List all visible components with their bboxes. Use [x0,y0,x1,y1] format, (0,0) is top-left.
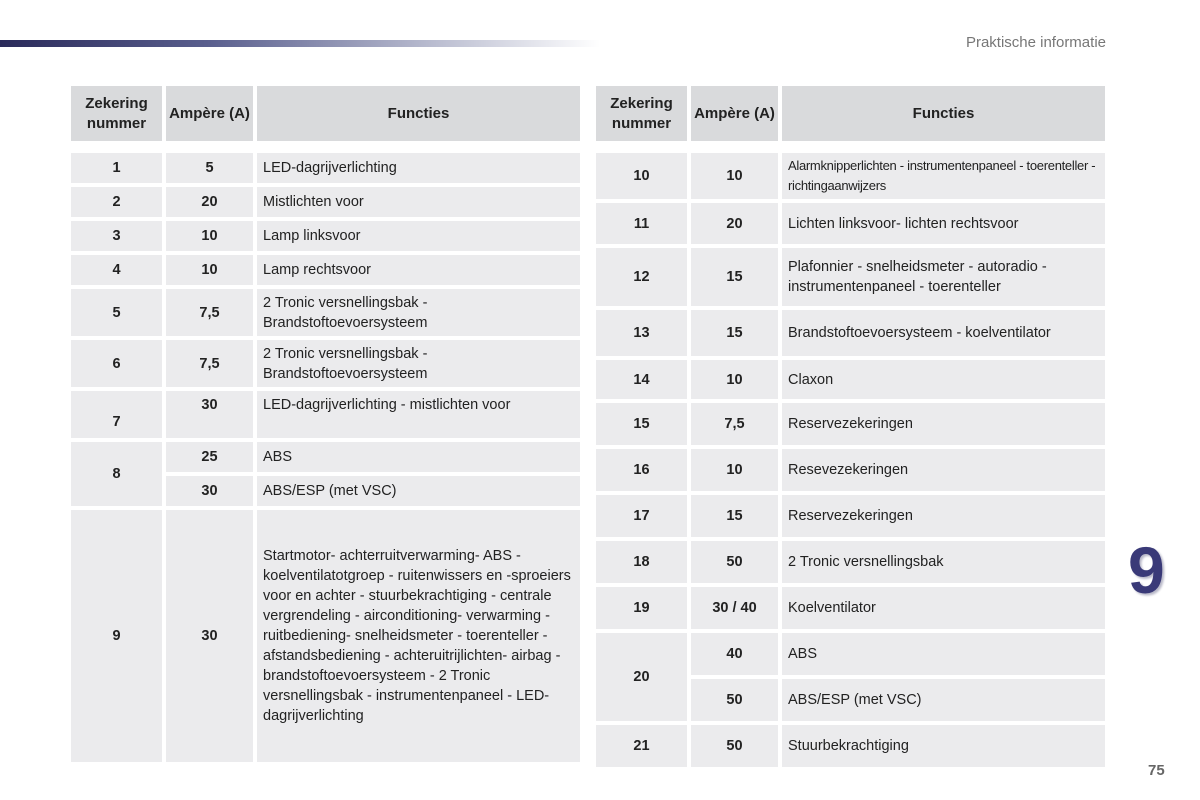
table-row [596,725,1105,767]
fuse-ampere: 10 [166,255,253,285]
column-header-fuse-number: Zekering nummer [596,86,687,141]
fuse-number: 10 [596,153,687,199]
fuse-functions: Resevezekeringen [782,449,1105,491]
fuse-number: 6 [71,340,162,387]
fuse-number: 5 [71,289,162,336]
chapter-number: 9 [1128,533,1165,607]
fuse-functions: Plafonnier - snelheidsmeter - autoradio - instrumentenpaneel - toerenteller [782,248,1105,306]
fuse-functions: 2 Tronic versnellingsbak - Brandstoftoevoersysteem [257,340,580,387]
table-row [596,248,1105,306]
fuse-functions: ABS/ESP (met VSC) [257,476,580,506]
fuse-number: 4 [71,255,162,285]
fuse-ampere: 10 [691,153,778,199]
table-row [596,403,1105,445]
fuse-ampere: 10 [691,360,778,399]
fuse-ampere: 7,5 [691,403,778,445]
fuse-number: 1 [71,153,162,183]
column-header-functions: Functies [257,86,580,141]
table-row [596,633,1105,675]
fuse-functions: ABS/ESP (met VSC) [782,679,1105,721]
fuse-functions: Koelventilator [782,587,1105,629]
table-row [71,187,580,217]
table-row [596,541,1105,583]
fuse-ampere: 15 [691,495,778,537]
fuse-ampere: 7,5 [166,289,253,336]
fuse-ampere: 10 [166,221,253,251]
fuse-functions: 2 Tronic versnellingsbak - Brandstoftoevoersysteem [257,289,580,336]
fuse-functions: Stuurbekrachtiging [782,725,1105,767]
fuse-functions: Claxon [782,360,1105,399]
fuse-functions: Lamp rechtsvoor [257,255,580,285]
fuse-functions: Brandstoftoevoersysteem - koelventilator [782,310,1105,356]
fuse-functions: Lamp linksvoor [257,221,580,251]
fuse-number: 21 [596,725,687,767]
fuse-number: 18 [596,541,687,583]
table-row [596,153,1105,199]
fuse-ampere: 50 [691,679,778,721]
table-row [596,449,1105,491]
table-row [71,442,580,472]
fuse-functions: Alarmknipperlichten - instrumentenpaneel - toerenteller - richtingaanwijzers [782,153,1105,199]
fuse-number: 17 [596,495,687,537]
page-number: 75 [1148,762,1165,779]
fuse-functions: Lichten linksvoor- lichten rechtsvoor [782,203,1105,244]
fuse-ampere: 30 / 40 [691,587,778,629]
fuse-ampere: 50 [691,725,778,767]
fuse-functions: Reservezekeringen [782,495,1105,537]
fuse-ampere: 30 [166,391,253,438]
table-row [71,221,580,251]
fuse-ampere: 15 [691,310,778,356]
header-decorative-bar [0,40,600,47]
table-row [71,340,580,387]
fuse-functions: LED-dagrijverlichting [257,153,580,183]
fuse-number: 13 [596,310,687,356]
fuse-ampere: 10 [691,449,778,491]
fuse-table-left [67,82,584,766]
fuse-table-right [592,82,1109,771]
table-row [596,495,1105,537]
fuse-functions: 2 Tronic versnellingsbak [782,541,1105,583]
fuse-number: 12 [596,248,687,306]
table-row [71,153,580,183]
fuse-number: 19 [596,587,687,629]
fuse-number: 20 [596,633,687,721]
fuse-functions: LED-dagrijverlichting - mistlichten voor [257,391,580,438]
fuse-ampere: 20 [166,187,253,217]
fuse-ampere: 30 [166,476,253,506]
fuse-functions: Reservezekeringen [782,403,1105,445]
fuse-ampere: 40 [691,633,778,675]
column-header-ampere: Ampère (A) [691,86,778,141]
section-title: Praktische informatie [965,34,1106,51]
table-row [596,587,1105,629]
fuse-number: 16 [596,449,687,491]
fuse-number: 7 [71,391,162,438]
fuse-ampere: 50 [691,541,778,583]
fuse-number: 2 [71,187,162,217]
fuse-functions: ABS [782,633,1105,675]
table-row [596,203,1105,244]
fuse-number: 3 [71,221,162,251]
fuse-functions: ABS [257,442,580,472]
fuse-ampere: 25 [166,442,253,472]
fuse-ampere: 20 [691,203,778,244]
column-header-functions: Functies [782,86,1105,141]
table-row [71,510,580,762]
fuse-ampere: 5 [166,153,253,183]
fuse-ampere: 30 [166,510,253,762]
table-row [596,360,1105,399]
table-row [71,391,580,438]
table-row [71,289,580,336]
column-header-fuse-number: Zekering nummer [71,86,162,141]
fuse-functions: Startmotor- achterruitverwarming- ABS - koelventilatotgroep - ruitenwissers en -sproeiers voor en achter - stuurbekrachtiging - centrale vergrendeling - airconditioning- verwarming - ruitbediening- snelheidsmeter - toerenteller - afstandsbediening - achteruitrijlichten- airbag - brandstoftoevoersysteem - 2 Tronic versnellingsbak - instrumentenpaneel - LED- dagrijverlichting [257,510,580,762]
table-row [71,255,580,285]
column-header-ampere: Ampère (A) [166,86,253,141]
fuse-number: 11 [596,203,687,244]
fuse-number: 15 [596,403,687,445]
fuse-ampere: 15 [691,248,778,306]
fuse-number: 9 [71,510,162,762]
fuse-number: 14 [596,360,687,399]
table-row [596,310,1105,356]
fuse-number: 8 [71,442,162,506]
fuse-ampere: 7,5 [166,340,253,387]
fuse-functions: Mistlichten voor [257,187,580,217]
